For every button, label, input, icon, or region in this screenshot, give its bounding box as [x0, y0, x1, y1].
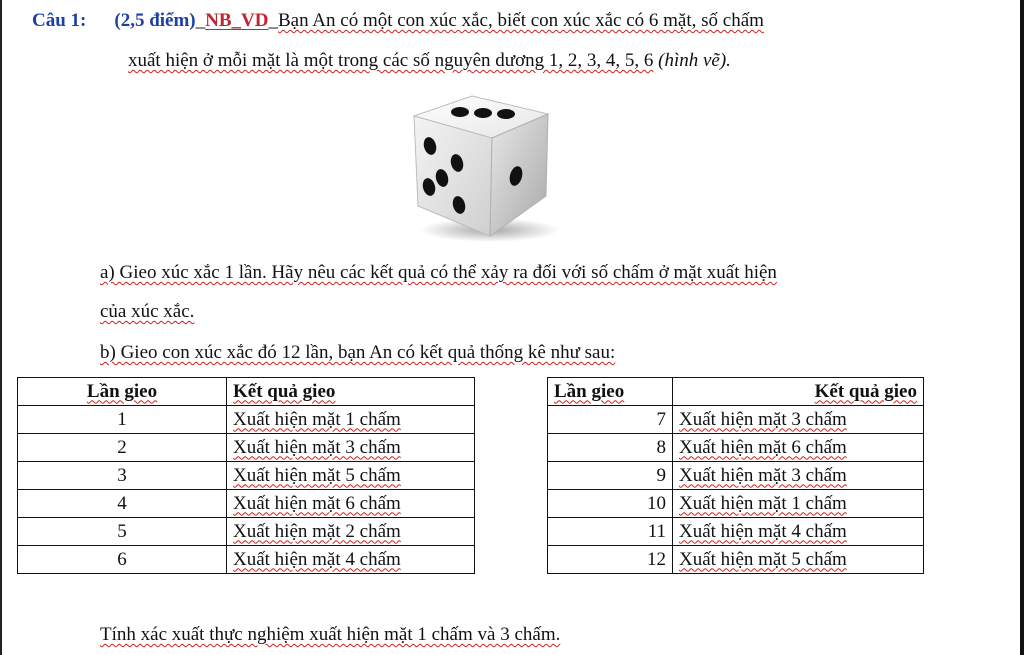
part-a-line2-row	[100, 301, 194, 323]
question-intro-line1: Bạn An có một con xúc xắc, biết con xúc xắc có 6 mặt, số chấm	[277, 10, 764, 31]
question-header	[32, 10, 764, 32]
roll-result: Xuất hiện mặt 4 chấm	[227, 546, 475, 574]
question-intro-line2: xuất hiện ở mỗi mặt là một trong các số nguyên dương 1, 2, 3, 4, 5, 6	[128, 50, 654, 71]
roll-result: Xuất hiện mặt 6 chấm	[227, 490, 475, 518]
table-row	[548, 546, 924, 574]
roll-result: Xuất hiện mặt 3 chấm	[673, 406, 924, 434]
part-b-line1: b) Gieo con xúc xắc đó 12 lần, bạn An có kết quả thống kê như sau:	[100, 342, 616, 363]
header-roll: Lần gieo	[548, 378, 673, 406]
roll-number: 7	[548, 406, 673, 434]
roll-result: Xuất hiện mặt 1 chấm	[227, 406, 475, 434]
question-intro-line2-row	[128, 50, 731, 72]
table-row	[18, 434, 475, 462]
table-row	[548, 462, 924, 490]
question-points: (2,5 điểm)	[114, 10, 196, 31]
table-row	[18, 518, 475, 546]
results-table-right	[547, 377, 924, 574]
roll-result: Xuất hiện mặt 3 chấm	[673, 462, 924, 490]
roll-number: 5	[18, 518, 227, 546]
roll-number: 8	[548, 434, 673, 462]
header-result: Kết quả gieo	[227, 378, 475, 406]
roll-result: Xuất hiện mặt 3 chấm	[227, 434, 475, 462]
table-header-row	[548, 378, 924, 406]
roll-number: 3	[18, 462, 227, 490]
dice-image	[402, 88, 562, 246]
roll-result: Xuất hiện mặt 4 chấm	[673, 518, 924, 546]
header-result: Kết quả gieo	[673, 378, 924, 406]
table-header-row	[18, 378, 475, 406]
question-code: NB_VD	[205, 10, 269, 31]
roll-number: 2	[18, 434, 227, 462]
roll-result: Xuất hiện mặt 1 chấm	[673, 490, 924, 518]
table-row	[548, 406, 924, 434]
part-a-line1: a) Gieo xúc xắc 1 lần. Hãy nêu các kết quả có thể xảy ra đối với số chấm ở mặt xuất hiện	[100, 262, 777, 283]
roll-number: 4	[18, 490, 227, 518]
roll-number: 1	[18, 406, 227, 434]
part-b-line1-row	[100, 342, 615, 364]
part-a-line2: của xúc xắc.	[100, 301, 195, 322]
final-task: Tính xác xuất thực nghiệm xuất hiện mặt 1 chấm và 3 chấm.	[100, 624, 561, 645]
roll-number: 12	[548, 546, 673, 574]
table-row	[548, 434, 924, 462]
table-row	[18, 490, 475, 518]
separator: _	[268, 10, 278, 31]
roll-number: 11	[548, 518, 673, 546]
figure-note: (hình vẽ).	[658, 50, 731, 71]
header-roll: Lần gieo	[18, 378, 227, 406]
part-a-line1-row	[100, 262, 777, 284]
roll-result: Xuất hiện mặt 5 chấm	[227, 462, 475, 490]
roll-result: Xuất hiện mặt 6 chấm	[673, 434, 924, 462]
page-right-border	[1020, 0, 1024, 655]
roll-result: Xuất hiện mặt 2 chấm	[227, 518, 475, 546]
table-row	[548, 518, 924, 546]
final-task-row	[100, 624, 560, 646]
table-row	[18, 546, 475, 574]
results-table-left	[17, 377, 475, 574]
page-left-border	[0, 0, 2, 655]
table-row	[18, 462, 475, 490]
separator: _	[195, 10, 206, 31]
roll-number: 9	[548, 462, 673, 490]
question-label: Câu 1:	[32, 10, 87, 31]
table-row	[548, 490, 924, 518]
roll-number: 10	[548, 490, 673, 518]
roll-number: 6	[18, 546, 227, 574]
table-row	[18, 406, 475, 434]
roll-result: Xuất hiện mặt 5 chấm	[673, 546, 924, 574]
